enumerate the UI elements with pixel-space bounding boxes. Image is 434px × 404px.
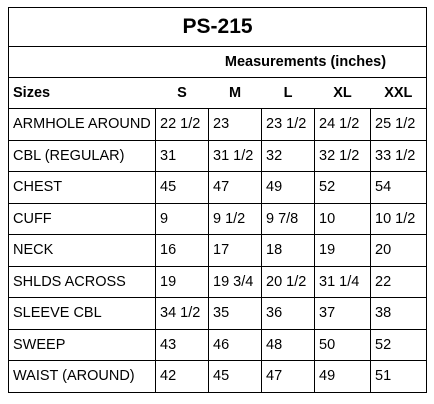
measurement-label: SHLDS ACROSS [9,266,156,298]
measurement-value: 43 [156,329,209,361]
measurement-value: 9 [156,203,209,235]
measurement-label: SLEEVE CBL [9,298,156,330]
table-row [9,109,427,141]
measurement-value: 20 1/2 [262,266,315,298]
measurement-value: 45 [156,172,209,204]
measurement-label: SWEEP [9,329,156,361]
measurement-value: 32 [262,140,315,172]
size-header-s: S [156,78,209,109]
measurement-value: 52 [315,172,371,204]
measurement-value: 22 [371,266,427,298]
size-header-l: L [262,78,315,109]
measurement-value: 50 [315,329,371,361]
measurement-label: ARMHOLE AROUND [9,109,156,141]
measurement-value: 49 [315,361,371,393]
measurements-caption: Measurements (inches) [9,47,427,78]
size-header-m: M [209,78,262,109]
measurement-value: 31 [156,140,209,172]
measurement-value: 47 [262,361,315,393]
measurement-value: 48 [262,329,315,361]
measurement-label: CHEST [9,172,156,204]
measurement-value: 20 [371,235,427,267]
measurement-value: 34 1/2 [156,298,209,330]
size-chart [8,7,426,397]
measurement-value: 25 1/2 [371,109,427,141]
measurement-value: 24 1/2 [315,109,371,141]
measurement-value: 19 [156,266,209,298]
measurement-value: 46 [209,329,262,361]
size-header-xxl: XXL [371,78,427,109]
measurement-value: 31 1/2 [209,140,262,172]
measurement-label: CBL (REGULAR) [9,140,156,172]
measurement-value: 32 1/2 [315,140,371,172]
title-row [9,8,427,47]
size-header-xl: XL [315,78,371,109]
table-row [9,361,427,393]
measurement-label: NECK [9,235,156,267]
measurement-value: 19 3/4 [209,266,262,298]
measurement-value: 45 [209,361,262,393]
measurement-value: 22 1/2 [156,109,209,141]
measurement-value: 31 1/4 [315,266,371,298]
measurement-value: 38 [371,298,427,330]
table-row [9,172,427,204]
measurement-value: 54 [371,172,427,204]
measurement-value: 9 1/2 [209,203,262,235]
measurement-value: 16 [156,235,209,267]
chart-title: PS-215 [9,8,427,47]
sizes-header: Sizes [9,78,156,109]
measurement-value: 9 7/8 [262,203,315,235]
measurement-value: 10 1/2 [371,203,427,235]
measurement-value: 10 [315,203,371,235]
measurement-label: CUFF [9,203,156,235]
table-row [9,235,427,267]
measurement-value: 51 [371,361,427,393]
table-row [9,203,427,235]
measurement-value: 19 [315,235,371,267]
measurement-value: 37 [315,298,371,330]
table-row [9,298,427,330]
measurements-table [8,7,427,393]
measurement-value: 49 [262,172,315,204]
measurement-value: 52 [371,329,427,361]
measurement-value: 42 [156,361,209,393]
measurement-value: 18 [262,235,315,267]
measurement-label: WAIST (AROUND) [9,361,156,393]
measurement-value: 47 [209,172,262,204]
measurement-value: 35 [209,298,262,330]
header-row [9,78,427,109]
measurements-caption-row [9,47,427,78]
table-row [9,266,427,298]
table-row [9,329,427,361]
measurement-value: 17 [209,235,262,267]
table-row [9,140,427,172]
measurement-value: 33 1/2 [371,140,427,172]
measurement-value: 23 [209,109,262,141]
measurement-value: 36 [262,298,315,330]
measurement-value: 23 1/2 [262,109,315,141]
